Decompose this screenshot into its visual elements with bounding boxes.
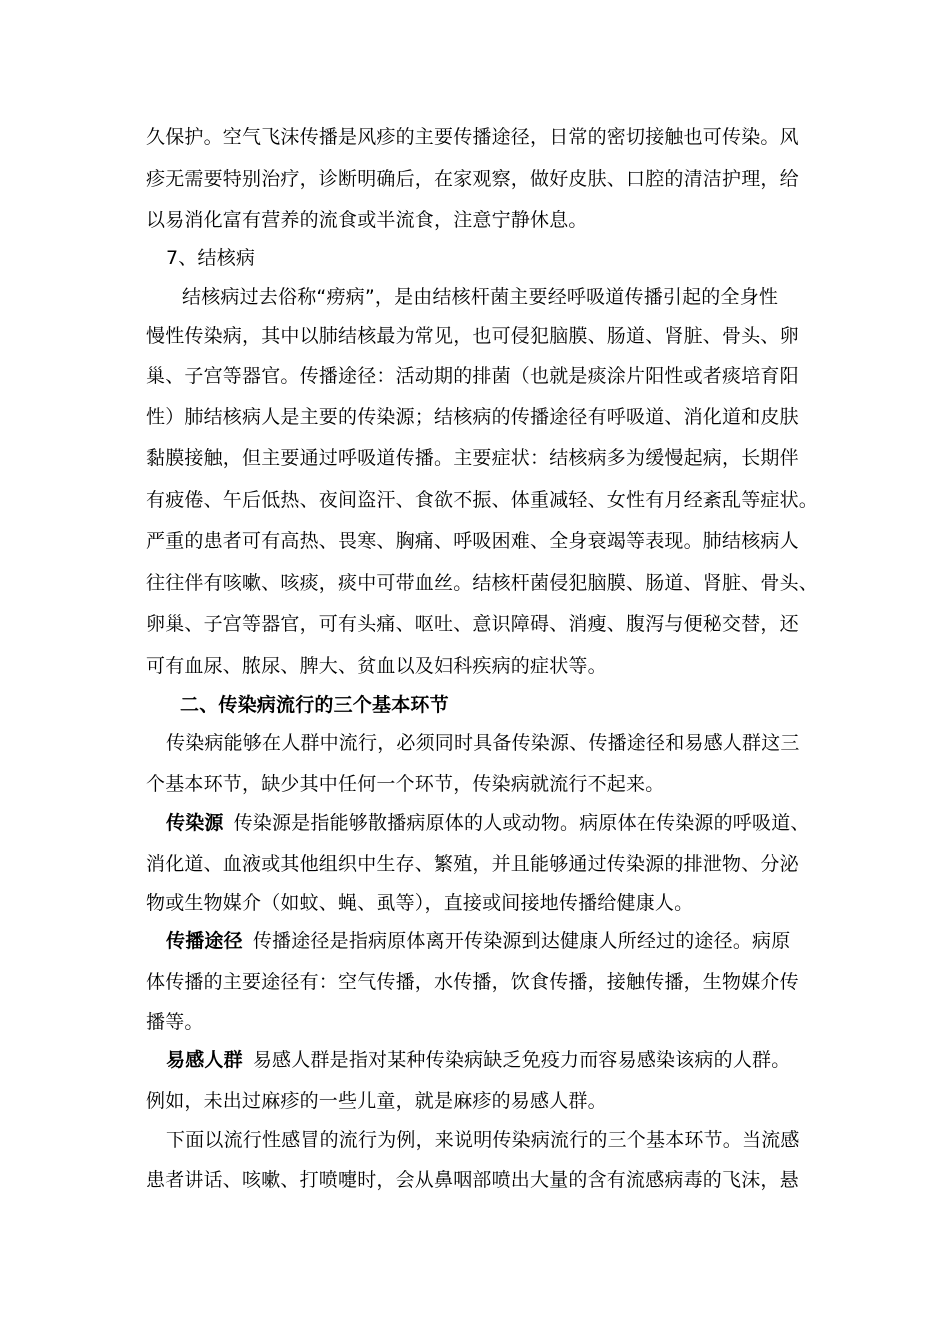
- paragraph-line: 卵巢、子宫等器官，可有头痛、呕吐、意识障碍、消瘦、腹泻与便秘交替，还: [146, 613, 799, 635]
- paragraph-line: 可有血尿、脓尿、脾大、贫血以及妇科疾病的症状等。: [146, 655, 607, 677]
- paragraph-text: 传播途径是指病原体离开传染源到达健康人所经过的途径。病原: [252, 930, 791, 952]
- paragraph-line: 个基本环节，缺少其中任何一个环节，传染病就流行不起来。: [146, 773, 665, 795]
- paragraph-line: 消化道、血液或其他组织中生存、繁殖，并且能够通过传染源的排泄物、分泌: [146, 853, 799, 875]
- paragraph-line: 结核病过去俗称“痨病”，是由结核杆菌主要经呼吸道传播引起的全身性: [182, 286, 779, 308]
- paragraph-line: 以易消化富有营养的流食或半流食，注意宁静休息。: [146, 209, 588, 231]
- section-heading-tuberculosis: 7、结核病: [166, 247, 256, 269]
- paragraph-line: 往往伴有咳嗽、咳痰，痰中可带血丝。结核杆菌侵犯脑膜、肠道、肾脏、骨头、: [146, 572, 819, 594]
- paragraph-line: 下面以流行性感冒的流行为例，来说明传染病流行的三个基本环节。当流感: [166, 1129, 800, 1151]
- paragraph-line: 巢、子宫等器官。传播途径：活动期的排菌（也就是痰涂片阳性或者痰培育阳: [146, 365, 799, 387]
- paragraph-line: 体传播的主要途径有：空气传播，水传播，饮食传播，接触传播，生物媒介传: [146, 971, 799, 993]
- paragraph-line: 疹无需要特别治疗，诊断明确后，在家观察，做好皮肤、口腔的清洁护理，给: [146, 168, 799, 190]
- paragraph-line: 慢性传染病，其中以肺结核最为常见，也可侵犯脑膜、肠道、肾脏、骨头、卵: [146, 325, 799, 347]
- paragraph-line: 黏膜接触，但主要通过呼吸道传播。主要症状：结核病多为缓慢起病，长期伴: [146, 447, 799, 469]
- paragraph-line: 有疲倦、午后低热、夜间盗汗、食欲不振、体重减轻、女性有月经紊乱等症状。: [146, 489, 819, 511]
- paragraph-line: 传染病能够在人群中流行，必须同时具备传染源、传播途径和易感人群这三: [166, 732, 800, 754]
- paragraph-line: 久保护。空气飞沫传播是风疹的主要传播途径，日常的密切接触也可传染。风: [146, 126, 799, 148]
- term-route: 传播途径: [166, 930, 243, 952]
- term-susceptible: 易感人群: [166, 1049, 243, 1071]
- term-paragraph-susceptible: [166, 1048, 790, 1072]
- paragraph-line: 性）肺结核病人是主要的传染源；结核病的传播途径有呼吸道、消化道和皮肤: [146, 406, 799, 428]
- paragraph-line: 例如，未出过麻疹的一些儿童，就是麻疹的易感人群。: [146, 1090, 607, 1112]
- paragraph-text: 易感人群是指对某种传染病缺乏免疫力而容易感染该病的人群。: [252, 1049, 791, 1071]
- term-paragraph-source: [166, 811, 810, 835]
- paragraph-line: 播等。: [146, 1011, 204, 1033]
- term-paragraph-route: [166, 929, 790, 953]
- section-heading-three-links: 二、传染病流行的三个基本环节: [180, 694, 449, 716]
- paragraph-line: 患者讲话、咳嗽、打喷嚏时，会从鼻咽部喷出大量的含有流感病毒的飞沫，悬: [146, 1169, 799, 1191]
- paragraph-line: 严重的患者可有高热、畏寒、胸痛、呼吸困难、全身衰竭等表现。肺结核病人: [146, 530, 799, 552]
- paragraph-line: 物或生物媒介（如蚊、蝇、虱等），直接或间接地传播给健康人。: [146, 892, 694, 914]
- paragraph-text: 传染源是指能够散播病原体的人或动物。病原体在传染源的呼吸道、: [233, 812, 810, 834]
- term-source: 传染源: [166, 812, 224, 834]
